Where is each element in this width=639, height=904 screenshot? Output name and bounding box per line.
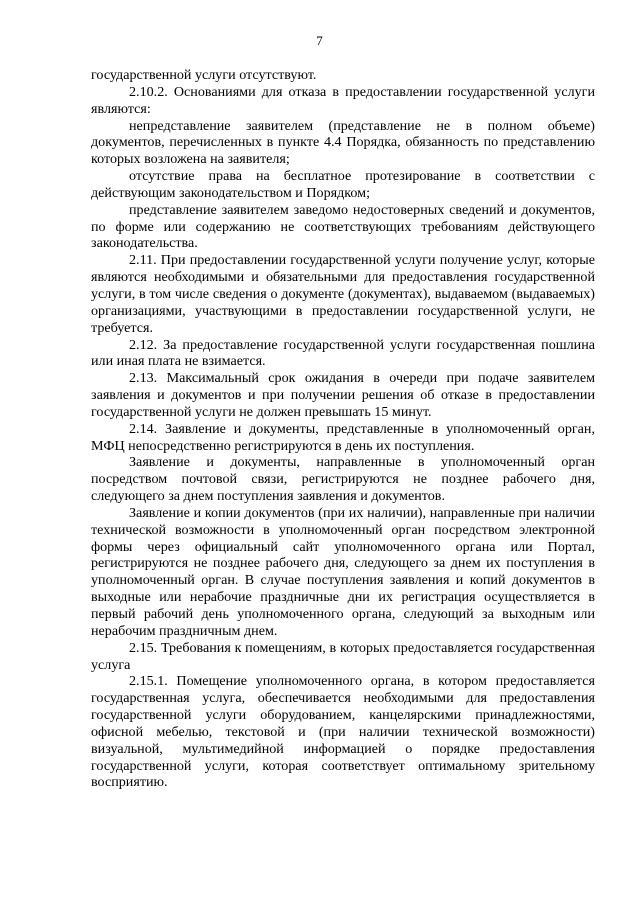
paragraph-2-14-postal: Заявление и документы, направленные в уполномоченный орган посредством почтовой связи, регистрируются не позднее рабочего дня, следующего за днем поступления заявления и документов.: [91, 454, 595, 505]
paragraph-2-15-1: 2.15.1. Помещение уполномоченного органа, в котором предоставляется государственная услуга, обеспечивается необходимыми для предоставления государственной услуги оборудованием, канцелярскими принадлежностями, офисной мебелью, текстовой и (при наличии технической возможности) визуальной, мультимедийной информацией о порядке предоставления государственной услуги, которая соответствует оптимальному зрительному восприятию.: [91, 673, 595, 791]
page-number: 7: [316, 33, 323, 48]
paragraph-2-11: 2.11. При предоставлении государственной услуги получение услуг, которые являются необходимыми и обязательными для предоставления государственной услуги, в том числе сведения о документе (документах), выдаваемом (выдаваемых) организациями, участвующими в предоставлении государственной услуги, не требуется.: [91, 252, 595, 336]
paragraph-2-14: 2.14. Заявление и документы, представленные в уполномоченный орган, МФЦ непосредственно регистрируются в день их поступления.: [91, 420, 595, 454]
paragraph-refusal-reason-1: непредставление заявителем (представление не в полном объеме) документов, перечисленных в пункте 4.4 Порядка, обязанность по представлению которых возложена на заявителя;: [91, 117, 595, 168]
paragraph-2-14-electronic: Заявление и копии документов (при их наличии), направленные при наличии технической возможности в уполномоченный орган посредством электронной формы через официальный сайт уполномоченного органа или Портал, регистрируются не позднее рабочего дня, следующего за днем их поступления в уполномоченный орган. В случае поступления заявления и копий документов в выходные или нерабочие праздничные дни их регистрация осуществляется в первый рабочий день уполномоченного органа, следующий за выходным или нерабочим праздничным днем.: [91, 504, 595, 639]
paragraph-refusal-reason-2: отсутствие права на бесплатное протезирование в соответствии с действующим законодательством и Порядком;: [91, 168, 595, 201]
paragraph-2-13: 2.13. Максимальный срок ожидания в очереди при подаче заявителем заявления и документов и при получении решения об отказе в предоставлении государственной услуги не должен превышать 15 минут.: [91, 370, 595, 420]
paragraph-2-12: 2.12. За предоставление государственной услуги государственная пошлина или иная плата не взимается.: [91, 336, 595, 370]
paragraph-refusal-reason-3: представление заявителем заведомо недостоверных сведений и документов, по форме или содержанию не соответствующих требованиям действующего законодательства.: [91, 201, 595, 252]
paragraph-2-10-2: 2.10.2. Основаниями для отказа в предоставлении государственной услуги являются:: [91, 83, 595, 117]
paragraph-continuation: государственной услуги отсутствуют.: [91, 67, 317, 83]
document-body: [91, 67, 595, 791]
paragraph-2-15: 2.15. Требования к помещениям, в которых предоставляется государственная услуга: [91, 639, 595, 673]
